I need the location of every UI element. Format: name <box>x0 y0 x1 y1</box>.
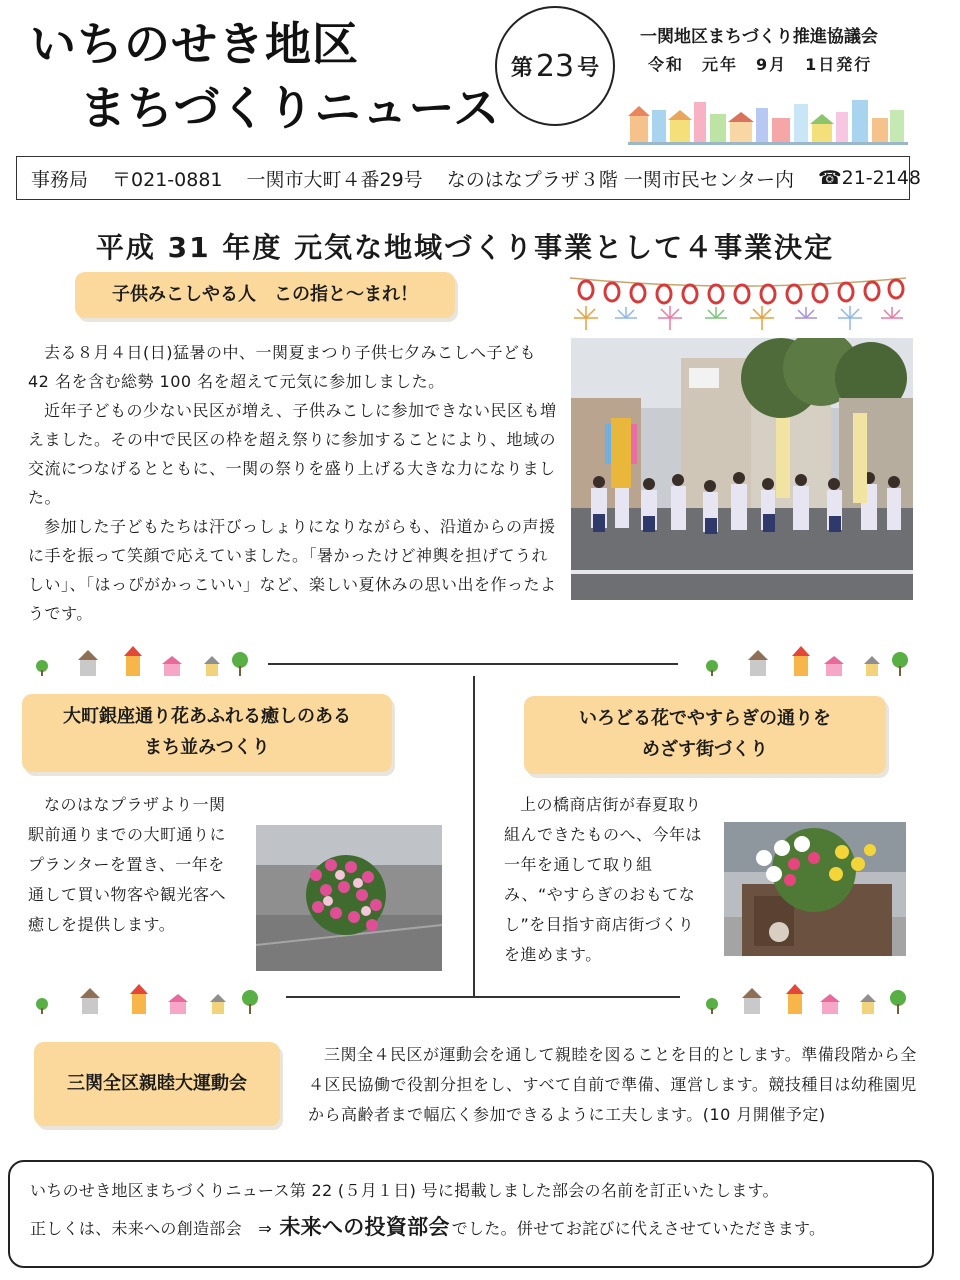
office-phone: ☎21-2148 <box>817 167 922 189</box>
issue-prefix: 第 <box>510 55 533 81</box>
article2-tag <box>22 694 392 772</box>
article2-tag-line2: まち並みつくり <box>144 737 270 758</box>
flower-planter-photo-left <box>256 825 442 971</box>
article2-tag-line1: 大町銀座通り花あふれる癒しのある <box>63 706 351 728</box>
article1-paragraph: 近年子どもの少ない民区が増え、子供みこしに参加できない民区も増えました。その中で民区の枠を超え祭りに参加することにより、地域の交流につなげるとともに、一関の祭りを盛り上げる大きな力になりました。 <box>28 401 557 507</box>
article3-tag <box>524 696 886 774</box>
article3-tag-line1: いろどる花でやすらぎの通りを <box>579 708 831 730</box>
notice-line2 <box>30 1212 912 1244</box>
article4-tag: 三関全区親睦大運動会 <box>34 1042 280 1126</box>
houses-decoration-right <box>700 646 920 678</box>
notice-line1: いちのせき地区まちづくりニュース第 22 (５月１日) 号に掲載しました部会の名前を訂正いたします。 <box>30 1181 779 1200</box>
main-headline: 平成 31 年度 元気な地域づくり事業として４事業決定 <box>95 231 835 264</box>
issue-number-badge <box>495 6 615 126</box>
office-label: 事務局 <box>31 168 89 191</box>
article1-paragraph: 去る８月４日(日)猛暑の中、一関夏まつり子供七夕みこしへ子ども 42 名を含む総勢 100 名を超えて元気に参加しました。 <box>28 343 536 391</box>
houses-decoration-right-2 <box>700 984 920 1016</box>
town-skyline-illustration <box>628 96 908 146</box>
divider-line <box>268 663 678 665</box>
article4-text: 三関全４民区が運動会を通して親睦を図ることを目的とします。準備段階から全４区民協働で役割分担をし、すべて自前で準備、運営します。競技種目は幼稚園児から高齢者まで幅広く参加できるように工夫します。(10 月開催予定) <box>308 1045 917 1124</box>
notice-line2-prefix: 正しくは、未来への創造部会 ⇒ <box>30 1219 272 1238</box>
newsletter-title-line1: いちのせき地区 <box>30 17 359 71</box>
divider-line-2 <box>286 996 680 998</box>
publisher: 一関地区まちづくり推進協議会 <box>640 27 878 47</box>
article2-body <box>28 790 228 940</box>
article3-text: 上の橋商店街が春夏取り組んできたものへ、今年は一年を通して取り組み、“やすらぎのおもてなし”を目指す商店街づくりを進めます。 <box>504 795 703 964</box>
festival-parade-photo <box>571 338 913 600</box>
flower-planter-photo-right <box>724 822 906 956</box>
column-divider <box>473 676 475 996</box>
article1-tag: 子供みこしやる人 この指と～まれ！ <box>75 272 455 318</box>
article1-paragraph: 参加した子どもたちは汗びっしょりになりながらも、沿道からの声援に手を振って笑顔で応えていました。「暑かったけど神輿を担げてうれしい」、「はっぴがかっこいい」など、楽しい夏休みの思い出を作ったようです。 <box>28 517 557 623</box>
lantern-decoration <box>566 272 910 332</box>
correction-notice-box <box>8 1160 934 1268</box>
office-info-box <box>16 156 922 200</box>
houses-decoration-left <box>30 646 250 678</box>
office-address: 一関市大町４番29号 <box>246 168 423 191</box>
newsletter-title-line2: まちづくりニュース <box>80 81 501 135</box>
article1-body <box>28 338 558 628</box>
office-place: なのはなプラザ３階 一関市民センター内 <box>446 168 794 191</box>
article4-body <box>308 1040 918 1130</box>
notice-line2-suffix: でした。併せてお詫びに代えさせていただきます。 <box>451 1219 826 1238</box>
article2-text: なのはなプラザより一関駅前通りまでの大町通りにプランターを置き、一年を通して買い物客や観光客へ癒しを提供します。 <box>28 795 227 934</box>
article3-body <box>504 790 704 970</box>
houses-decoration-left-2 <box>30 984 270 1016</box>
office-postal-code: 〒021-0881 <box>112 168 223 191</box>
article3-tag-line2: めざす街づくり <box>642 739 768 760</box>
notice-corrected-name: 未来への投資部会 <box>279 1215 450 1239</box>
issue-suffix: 号 <box>577 55 600 81</box>
publish-date: 令和 元年 9月 1日発行 <box>648 55 873 74</box>
issue-number: 23 <box>535 48 575 84</box>
